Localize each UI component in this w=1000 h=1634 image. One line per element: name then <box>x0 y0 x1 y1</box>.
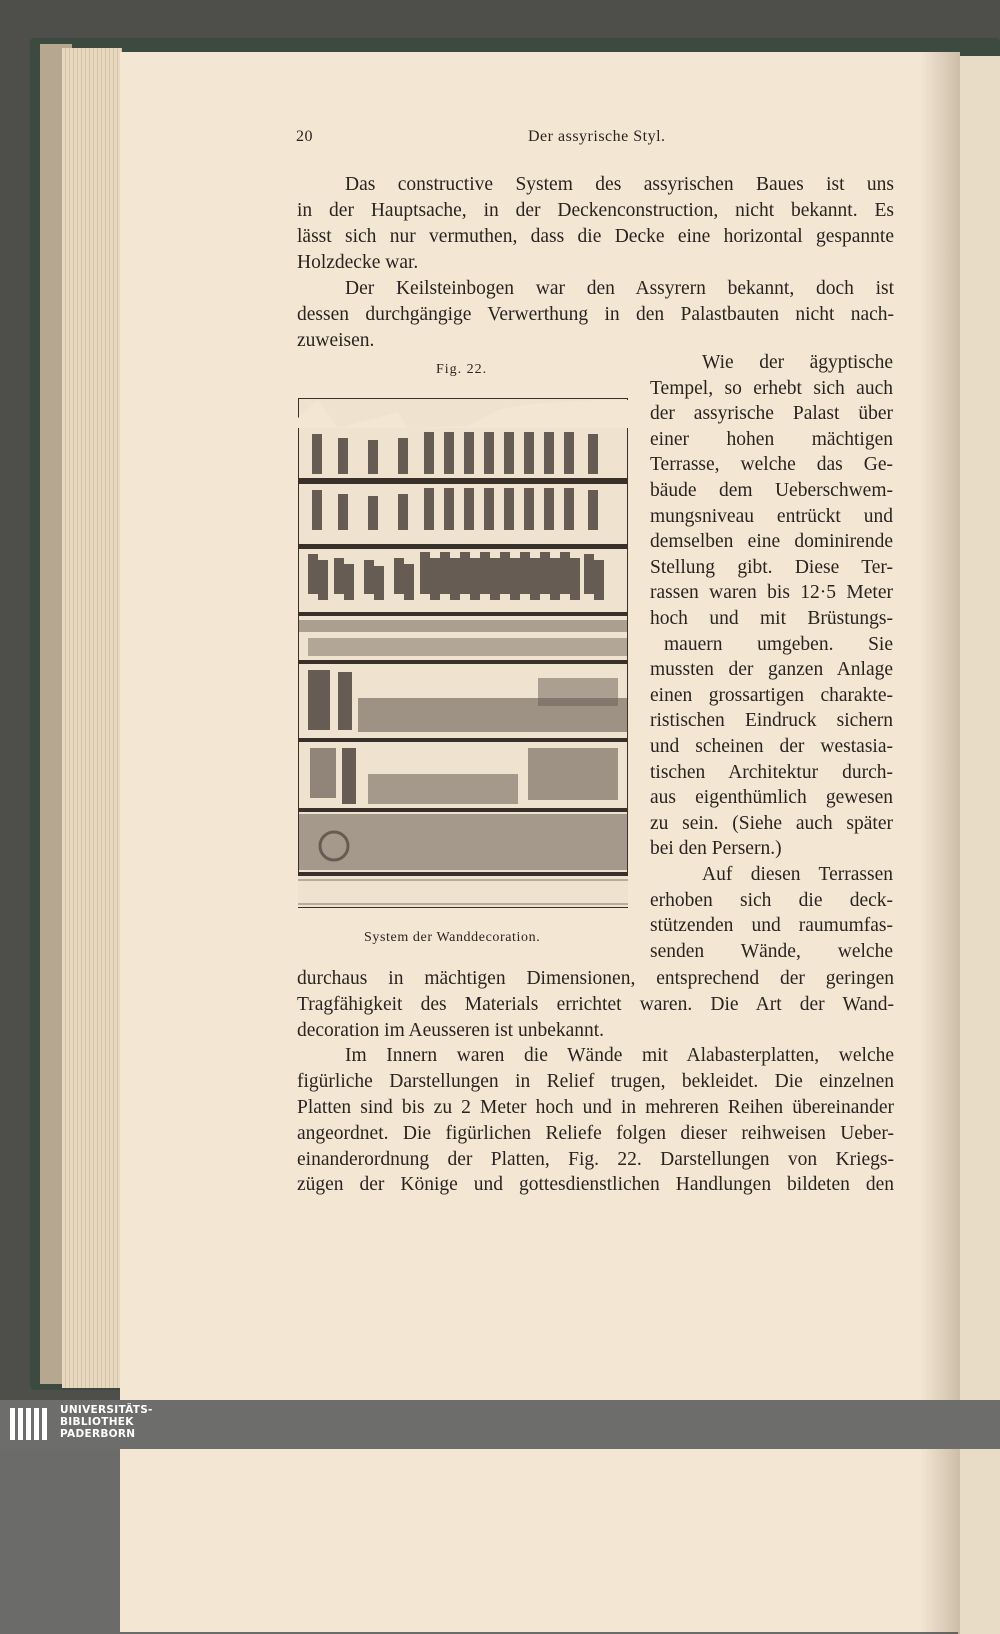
logo-line-1: UNIVERSITÄTS- <box>60 1404 153 1416</box>
text-line: figürliche Darstellungen in Relief trugen, bekleidet. Die einzelnen <box>297 1071 894 1092</box>
text-line: Im Innern waren die Wände mit Alabasterplatten, welche <box>345 1045 894 1066</box>
text-line: demselben eine dominirende <box>650 531 893 552</box>
logo-line-2: BIBLIOTHEK <box>60 1416 134 1428</box>
logo-line-3: PADERBORN <box>60 1428 136 1440</box>
text-line: der assyrische Palast über <box>650 403 893 424</box>
page-number: 20 <box>296 128 313 145</box>
text-line: Terrasse, welche das Ge- <box>650 454 893 475</box>
text-line: erhoben sich die deck- <box>650 890 893 911</box>
text-line: bei den Persern.) <box>650 838 782 859</box>
text-line: Stellung gibt. Diese Ter- <box>650 557 893 578</box>
text-line: Wie der ägyptische <box>702 352 893 373</box>
figure-label: Fig. 22. <box>436 362 488 377</box>
text-line: tischen Architektur durch- <box>650 762 893 783</box>
text-line: Tempel, so erhebt sich auch <box>650 378 893 399</box>
text-line: stützenden und raumumfas- <box>650 915 893 936</box>
text-line: rassen waren bis 12·5 Meter <box>650 582 893 603</box>
text-line: zügen der Könige und gottesdienstlichen Handlungen bildeten den <box>297 1174 894 1195</box>
text-line: Tragfähigkeit des Materials errichtet waren. Die Art der Wand- <box>297 994 894 1015</box>
page-gutter-shadow <box>920 52 960 1634</box>
text-line: ristischen Eindruck sichern <box>650 710 893 731</box>
text-line: einen grossartigen charakte- <box>650 685 893 706</box>
text-line: senden Wände, welche <box>650 941 893 962</box>
text-line: Das constructive System des assyrischen Baues ist uns <box>345 174 894 195</box>
figure-caption: System der Wanddecoration. <box>364 930 541 945</box>
library-logo-icon <box>8 1406 52 1442</box>
text-line: decoration im Aeusseren ist unbekannt. <box>297 1020 605 1041</box>
text-line: durchaus in mächtigen Dimensionen, entsprechend der geringen <box>297 968 894 989</box>
text-line: hoch und mit Brüstungs- <box>650 608 893 629</box>
text-line: Platten sind bis zu 2 Meter hoch und in mehreren Reihen übereinander <box>297 1097 894 1118</box>
text-line: in der Hauptsache, in der Deckenconstruction, nicht bekannt. Es <box>297 200 894 221</box>
text-line: einer hohen mächtigen <box>650 429 893 450</box>
text-line: Der Keilsteinbogen war den Assyrern bekannt, doch ist <box>345 278 894 299</box>
text-line: mauern umgeben. Sie <box>664 634 893 655</box>
facing-page-edge <box>958 56 1000 1634</box>
text-line: und scheinen der westasia- <box>650 736 893 757</box>
text-line: dessen durchgängige Verwerthung in den Palastbauten nicht nach- <box>297 304 894 325</box>
text-line: Auf diesen Terrassen <box>702 864 893 885</box>
library-logo-text <box>60 1404 153 1440</box>
text-line: aus eigenthümlich gewesen <box>650 787 893 808</box>
text-line: mungsniveau entrückt und <box>650 506 893 527</box>
text-line: lässt sich nur vermuthen, dass die Decke eine horizontal gespannte <box>297 226 894 247</box>
text-line: zuweisen. <box>297 330 375 351</box>
page-edges <box>62 48 122 1388</box>
text-line: zu sein. (Siehe auch später <box>650 813 893 834</box>
text-line: bäude dem Ueberschwem- <box>650 480 893 501</box>
text-line: Holzdecke war. <box>297 252 419 273</box>
text-line: angeordnet. Die figürlichen Reliefe folgen dieser reihweisen Ueber- <box>297 1123 894 1144</box>
text-line: einanderordnung der Platten, Fig. 22. Darstellungen von Kriegs- <box>297 1149 894 1170</box>
running-title: Der assyrische Styl. <box>528 128 666 145</box>
relief-figure <box>298 398 628 908</box>
text-line: mussten der ganzen Anlage <box>650 659 893 680</box>
